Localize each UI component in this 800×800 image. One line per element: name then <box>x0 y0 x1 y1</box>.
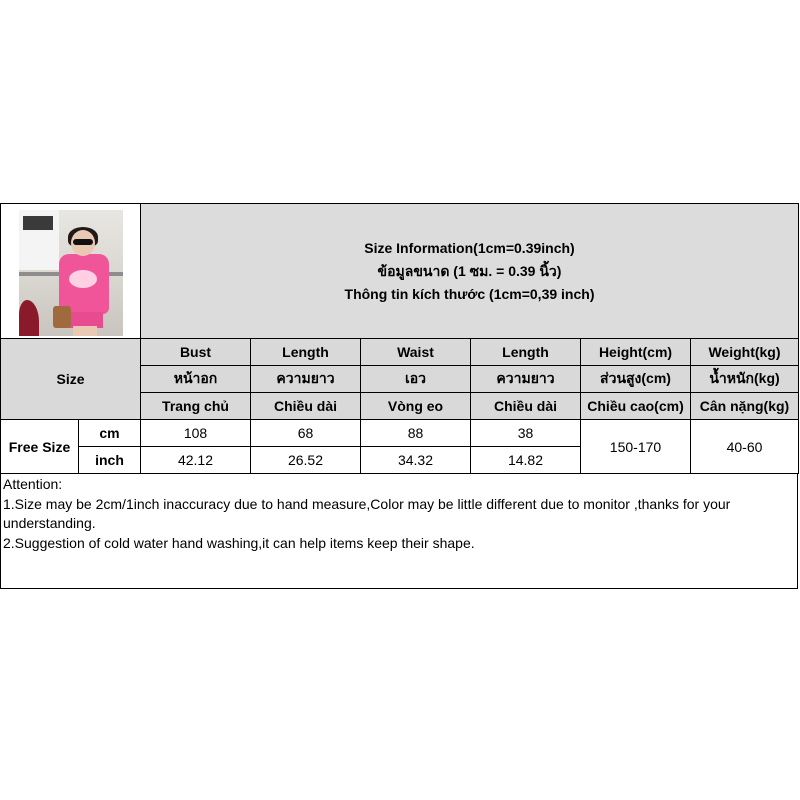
size-info-title <box>141 204 799 339</box>
col-header-th: หน้าอก <box>141 366 251 393</box>
attention-notes <box>0 474 798 589</box>
col-header-en: Length <box>471 339 581 366</box>
col-header-en: Weight(kg) <box>691 339 799 366</box>
inch-value: 42.12 <box>141 447 251 474</box>
title-thai: ข้อมูลขนาด (1 ซม. = 0.39 นิ้ว) <box>377 262 562 279</box>
note-line: 1.Size may be 2cm/1inch inaccuracy due to hand measure,Color may be little different due to monitor ,thanks for your <box>3 495 731 512</box>
col-header-en: Waist <box>361 339 471 366</box>
col-header-vi: Chiều dài <box>471 393 581 420</box>
col-header-en: Length <box>251 339 361 366</box>
cm-value: 38 <box>471 420 581 447</box>
note-line: Attention: <box>3 476 63 492</box>
col-header-vi: Vòng eo <box>361 393 471 420</box>
cm-value: 108 <box>141 420 251 447</box>
col-header-th: ความยาว <box>471 366 581 393</box>
col-header-en: Bust <box>141 339 251 366</box>
col-header-th: ความยาว <box>251 366 361 393</box>
col-header-th: เอว <box>361 366 471 393</box>
note-line: 2.Suggestion of cold water hand washing,it can help items keep their shape. <box>3 534 475 551</box>
col-header-th: น้ำหนัก(kg) <box>691 366 799 393</box>
model-photo <box>19 210 123 336</box>
inch-value: 26.52 <box>251 447 361 474</box>
col-header-en: Height(cm) <box>581 339 691 366</box>
col-header-vi: Chiều cao(cm) <box>581 393 691 420</box>
note-line: understanding. <box>3 515 96 531</box>
title-vietnamese: Thông tin kích thước (1cm=0,39 inch) <box>344 285 595 302</box>
size-header: Size <box>1 339 141 420</box>
inch-value: 14.82 <box>471 447 581 474</box>
height-range: 150-170 <box>581 420 691 474</box>
inch-value: 34.32 <box>361 447 471 474</box>
unit-cm: cm <box>79 420 141 447</box>
cm-value: 88 <box>361 420 471 447</box>
size-name: Free Size <box>1 420 79 474</box>
col-header-vi: Cân nặng(kg) <box>691 393 799 420</box>
unit-inch: inch <box>79 447 141 474</box>
size-table <box>0 203 799 474</box>
cm-value: 68 <box>251 420 361 447</box>
title-english: Size Information(1cm=0.39inch) <box>364 239 575 256</box>
col-header-vi: Trang chủ <box>141 393 251 420</box>
product-photo-cell <box>1 204 141 339</box>
size-chart <box>0 203 798 589</box>
weight-range: 40-60 <box>691 420 799 474</box>
col-header-th: ส่วนสูง(cm) <box>581 366 691 393</box>
col-header-vi: Chiều dài <box>251 393 361 420</box>
